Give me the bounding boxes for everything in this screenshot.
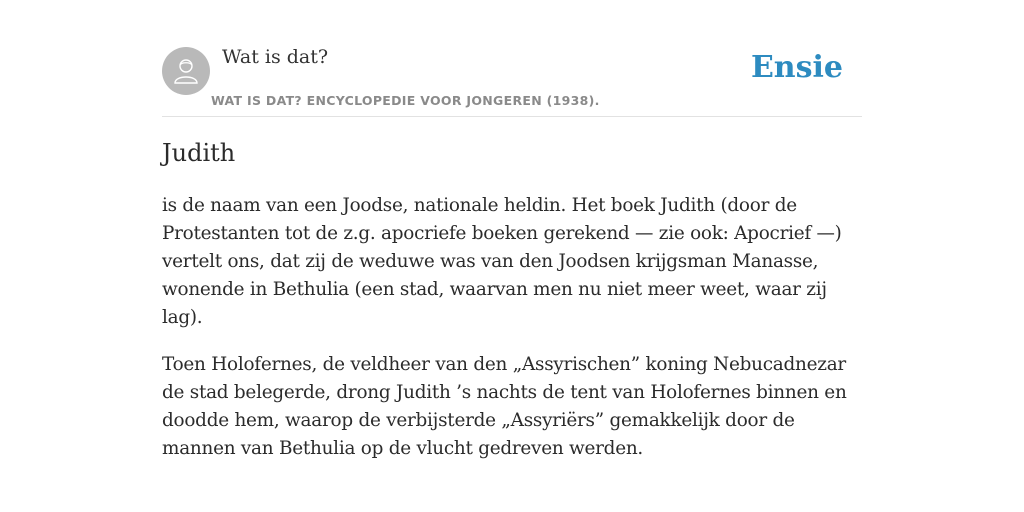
user-icon	[171, 56, 201, 86]
article-title: Judith	[162, 139, 236, 167]
brand-logo[interactable]: Ensie	[750, 50, 843, 85]
paragraph: Toen Holofernes, de veldheer van den „Assyrischen” koning Nebucadnezar de stad belegerde, drong Judith ’s nachts de tent van Holofernes binnen en doodde hem, waarop de verbijsterde „Assyriërs” gemakkelijk door de mannen van Bethulia op de vlucht gedreven werden.	[162, 354, 847, 459]
source-subtitle: WAT IS DAT? ENCYCLOPEDIE VOOR JONGEREN (1938).	[211, 93, 600, 108]
avatar[interactable]	[162, 47, 210, 95]
source-name-link[interactable]: Wat is dat?	[222, 46, 329, 68]
page-container	[162, 0, 862, 459]
paragraph: is de naam van een Joodse, nationale heldin. Het boek Judith (door de Protestanten tot de z.g. apocriefe boeken gerekend — zie ook: Apocrief —) vertelt ons, dat zij de weduwe was van den Joodsen krijgsman Manasse, wonende in Bethulia (een stad, waarvan men nu niet meer weet, waar zij lag).	[162, 195, 842, 328]
source-header	[162, 0, 862, 117]
article-body	[162, 192, 862, 482]
